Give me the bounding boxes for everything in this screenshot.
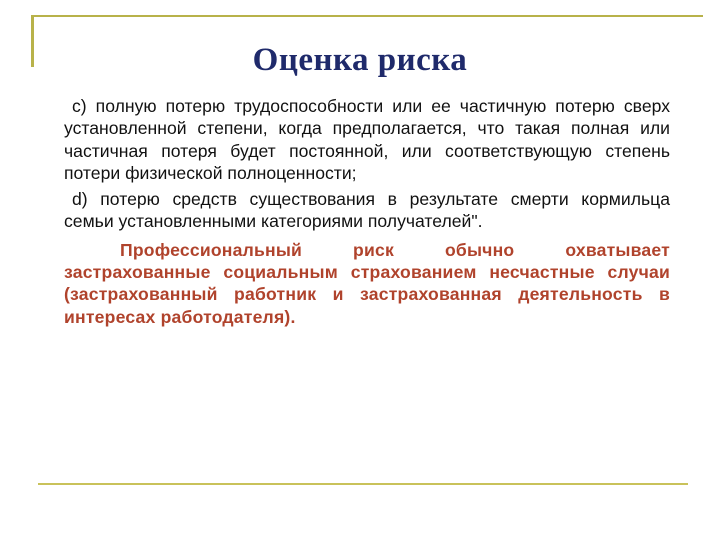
slide-title: Оценка риска bbox=[252, 42, 468, 78]
professional-risk-lead: Профессиональный риск обычно охватывает bbox=[120, 239, 670, 260]
paragraph-item-c: c) полную потерю трудоспособности или ее частичную потерю сверх установленной степени, когда предполагается, что такая полная или частичная потеря будет постоянной, или соответствующую степень потери физической полноценности; bbox=[64, 96, 670, 183]
paragraph-item-d: d) потерю средств существования в результате смерти кормильца семьи установленными категориями получателей". bbox=[64, 189, 670, 232]
decorative-top-line bbox=[31, 15, 703, 17]
professional-risk-continuation: застрахованные социальным страхованием несчастные случаи (застрахованный работник и застрахованная деятельность в интересах работодателя). bbox=[64, 262, 670, 327]
slide-body bbox=[64, 95, 670, 328]
decorative-bottom-line bbox=[38, 483, 688, 485]
paragraph-professional-risk bbox=[64, 239, 670, 328]
